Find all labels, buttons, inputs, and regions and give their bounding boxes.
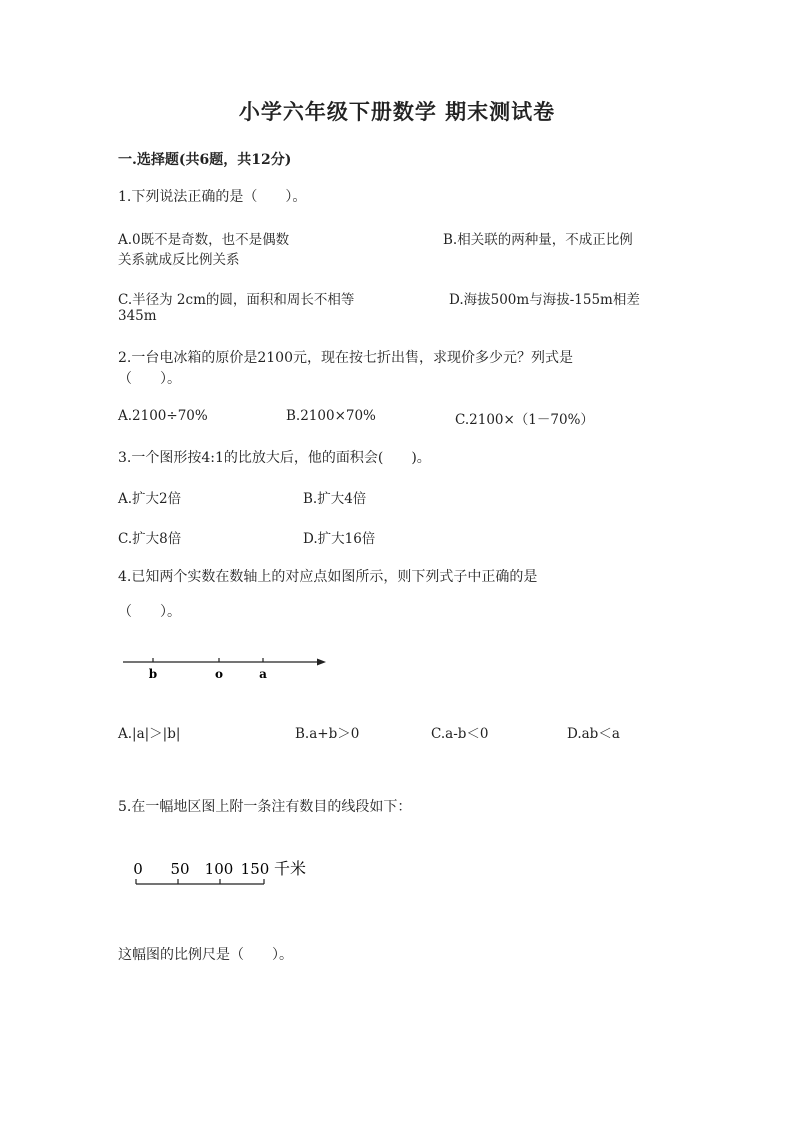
question-5-stem: 5.在一幅地区图上附一条注有数目的线段如下： xyxy=(118,799,412,815)
question-2-stem: 2.一台电冰箱的原价是2100元，现在按七折出售，求现价多少元？列式是 xyxy=(118,350,573,366)
question-4-blank: （ ）。 xyxy=(118,604,181,620)
question-3-stem: 3.一个图形按4:1的比放大后，他的面积会( )。 xyxy=(118,450,431,466)
question-3-option-d: D.扩大16倍 xyxy=(303,531,376,547)
section-heading: 一.选择题(共6题，共12分) xyxy=(118,152,292,168)
question-2-option-a: A.2100÷70% xyxy=(118,408,208,424)
scale-label-0: 0 xyxy=(133,860,143,878)
question-2-option-c: C.2100×（1－70%） xyxy=(455,412,594,428)
question-1-option-b-cont: 关系就成反比例关系 xyxy=(118,252,240,268)
question-1-stem: 1.下列说法正确的是（ ）。 xyxy=(118,189,307,205)
question-1-option-d-cont: 345m xyxy=(118,308,157,324)
number-line-label-b: b xyxy=(148,667,158,681)
number-line-label-a: a xyxy=(259,667,267,681)
question-1-option-c: C.半径为 2cm的圆，面积和周长不相等 xyxy=(118,292,355,308)
number-line-arrow-icon xyxy=(317,659,326,666)
number-line-label-o: o xyxy=(214,667,224,681)
question-4-option-d: D.ab＜a xyxy=(567,726,620,742)
number-line-figure xyxy=(118,648,338,688)
question-3-option-a: A.扩大2倍 xyxy=(118,491,182,507)
question-3-option-c: C.扩大8倍 xyxy=(118,531,182,547)
scale-unit: 千米 xyxy=(274,859,307,878)
scale-bar-figure xyxy=(118,852,338,892)
scale-label-50: 50 xyxy=(170,860,190,878)
question-5-prompt: 这幅图的比例尺是（ ）。 xyxy=(118,947,293,963)
question-1-option-b: B.相关联的两种量，不成正比例 xyxy=(443,232,633,248)
scale-label-150: 150 xyxy=(240,860,270,878)
page-title: 小学六年级下册数学 期末测试卷 xyxy=(238,99,556,124)
question-4-stem: 4.已知两个实数在数轴上的对应点如图所示，则下列式子中正确的是 xyxy=(118,569,538,585)
question-4-option-a: A.|a|＞|b| xyxy=(118,726,181,742)
question-1-option-a: A.0既不是奇数，也不是偶数 xyxy=(118,232,290,248)
scale-label-100: 100 xyxy=(204,860,234,878)
question-4-option-b: B.a+b＞0 xyxy=(295,726,360,742)
question-3-option-b: B.扩大4倍 xyxy=(303,491,367,507)
question-2-option-b: B.2100×70% xyxy=(286,408,376,424)
question-2-blank: （ ）。 xyxy=(118,371,181,387)
question-1-option-d: D.海拔500m与海拔-155m相差 xyxy=(449,292,640,308)
question-4-option-c: C.a-b＜0 xyxy=(431,726,489,742)
